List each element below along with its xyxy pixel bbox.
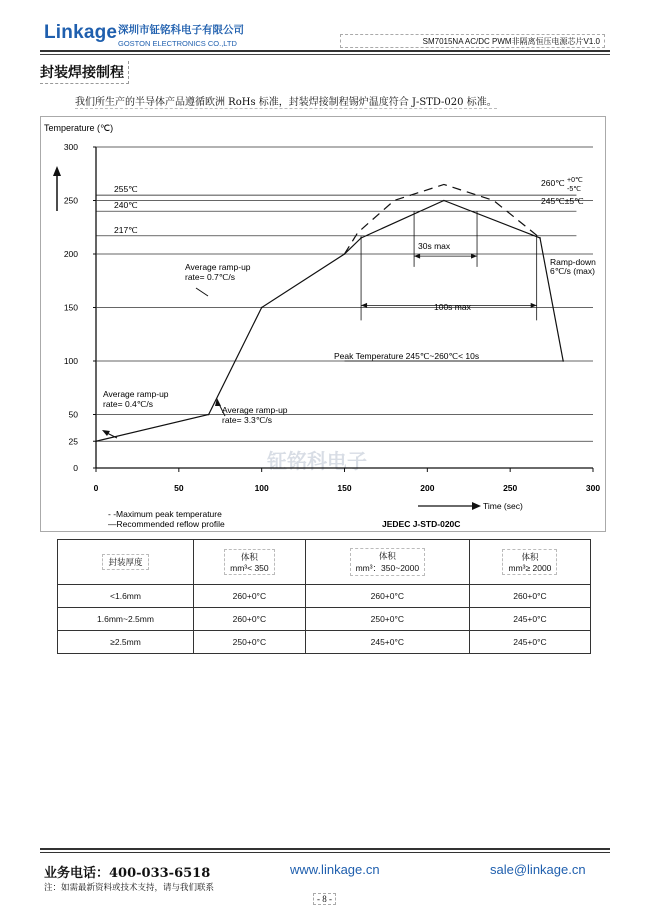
table-header-cell [58, 540, 194, 585]
ramp-up-label-33: Average ramp-up [222, 405, 288, 415]
table-cell: 1.6mm~2.5mm [58, 608, 194, 631]
package-temperature-table [57, 539, 591, 654]
span-arrowhead [531, 303, 537, 308]
table-cell: 260+0°C [469, 585, 590, 608]
reference-line-label: 217℃ [114, 224, 138, 235]
y-tick-label: 200 [63, 249, 78, 259]
table-header-cell [469, 540, 590, 585]
ramp-up-label-04: Average ramp-up [103, 389, 169, 399]
header-volume-range: mm³：350~2000 [355, 563, 420, 573]
standard-label: JEDEC J-STD-020C [382, 519, 461, 529]
reference-line-label: 255℃ [114, 184, 138, 195]
table-cell: 260+0°C [305, 585, 469, 608]
footer-rule [40, 848, 610, 853]
table-cell: 250+0°C [305, 608, 469, 631]
table-cell: ≥2.5mm [58, 631, 194, 654]
reflow-profile-chart [40, 116, 606, 532]
footer-note: 注：如需最新资料或技术支持，请与我们联系 [44, 883, 215, 893]
table-cell: 260+0°C [194, 608, 306, 631]
legend-entry: —Recommended reflow profile [108, 519, 225, 529]
website-link[interactable]: www.linkage.cn [290, 862, 380, 877]
recommended-profile-line [96, 201, 563, 442]
y-tick-label: 0 [73, 463, 78, 473]
ramp-up-label-07: Average ramp-up [185, 262, 251, 272]
y-tick-label: 250 [63, 195, 78, 206]
x-tick-label: 50 [174, 483, 184, 493]
peak-temperature-note: Peak Temperature 245℃~260℃< 10s [334, 351, 480, 361]
header-volume: 体积 [521, 552, 539, 562]
ramp-up-rate-07: rate= 0.7℃/s [185, 272, 235, 282]
y-axis-label: Temperature (℃) [44, 123, 114, 133]
ramp-arrow [196, 288, 208, 296]
ramp-down-label: Ramp-down [550, 257, 596, 267]
header-thickness: 封装厚度 [102, 554, 148, 570]
peak-max-tolerance: +0℃ [567, 177, 583, 184]
company-name-en: GOSTON ELECTRONICS CO.,LTD [118, 39, 237, 48]
x-tick-label: 150 [337, 483, 352, 493]
profile-point [539, 237, 541, 239]
span-arrowhead [361, 303, 367, 308]
profile-point [443, 200, 445, 202]
t100-label: 100s max [434, 302, 471, 312]
x-axis-arrowhead [472, 502, 481, 510]
table-header-cell [194, 540, 306, 585]
y-tick-label: 25 [68, 436, 78, 447]
section-title: 封装焊接制程 [40, 61, 129, 84]
table-cell: 250+0°C [194, 631, 306, 654]
legend-entry: - -Maximum peak temperature [108, 509, 222, 519]
header-volume: 体积 [378, 551, 396, 561]
span-arrowhead [414, 254, 420, 259]
y-tick-label: 150 [63, 302, 78, 313]
ramp-up-rate-33: rate= 3.3℃/s [222, 415, 272, 425]
peak-recommended-temperature: 245℃±5℃ [541, 196, 584, 206]
table-row [58, 631, 591, 654]
x-tick-label: 200 [420, 483, 435, 493]
table-cell: 260+0°C [194, 585, 306, 608]
ramp-up-rate-04: rate= 0.4℃/s [103, 399, 153, 409]
company-logo: Linkage [44, 22, 118, 43]
ramp-down-rate: 6℃/s (max) [550, 266, 595, 276]
table-cell: <1.6mm [58, 585, 194, 608]
table-row [58, 585, 591, 608]
x-tick-label: 300 [585, 483, 601, 493]
profile-point [208, 414, 210, 416]
peak-max-tolerance: -5℃ [567, 186, 582, 193]
header-rule-thin [40, 54, 610, 55]
header-volume-range: mm³≥ 2000 [508, 563, 552, 573]
header-volume-range: mm³< 350 [230, 563, 269, 573]
profile-point [261, 307, 263, 309]
table-cell: 245+0°C [305, 631, 469, 654]
document-title: SM7015NA AC/DC PWM非隔离恒压电源芯片V1.0 [340, 34, 605, 48]
header-volume: 体积 [240, 552, 258, 562]
table-row [58, 608, 591, 631]
ramp-arrowhead [102, 430, 110, 436]
x-tick-label: 0 [93, 483, 99, 493]
x-axis-label: Time (sec) [483, 501, 523, 511]
peak-max-temperature: 260℃ [541, 178, 565, 188]
company-name-cn: 深圳市钲铭科电子有限公司 [118, 24, 244, 36]
span-arrowhead [471, 254, 477, 259]
y-tick-label: 100 [63, 356, 78, 366]
y-tick-label: 50 [68, 409, 78, 420]
email-link[interactable]: sale@linkage.cn [490, 862, 586, 877]
table-header-cell [305, 540, 469, 585]
page-number: - 8 - [313, 893, 336, 905]
watermark: 钲铭科电子 [267, 451, 367, 473]
sales-phone: 业务电话：400-033-6518 [44, 866, 211, 881]
y-axis-arrowhead [53, 166, 61, 176]
profile-point [95, 440, 97, 442]
x-tick-label: 250 [503, 483, 518, 493]
table-cell: 245+0°C [469, 631, 590, 654]
reference-line-label: 240℃ [114, 200, 138, 211]
t30-label: 30s max [418, 241, 451, 251]
header-rule [40, 50, 610, 52]
intro-paragraph: 我们所生产的半导体产品遵循欧洲 RoHs 标准，封装焊接制程锡炉温度符合 J-STD-020 标准。 [75, 93, 497, 109]
y-tick-label: 300 [63, 142, 78, 152]
x-tick-label: 100 [254, 483, 269, 493]
table-cell: 245+0°C [469, 608, 590, 631]
